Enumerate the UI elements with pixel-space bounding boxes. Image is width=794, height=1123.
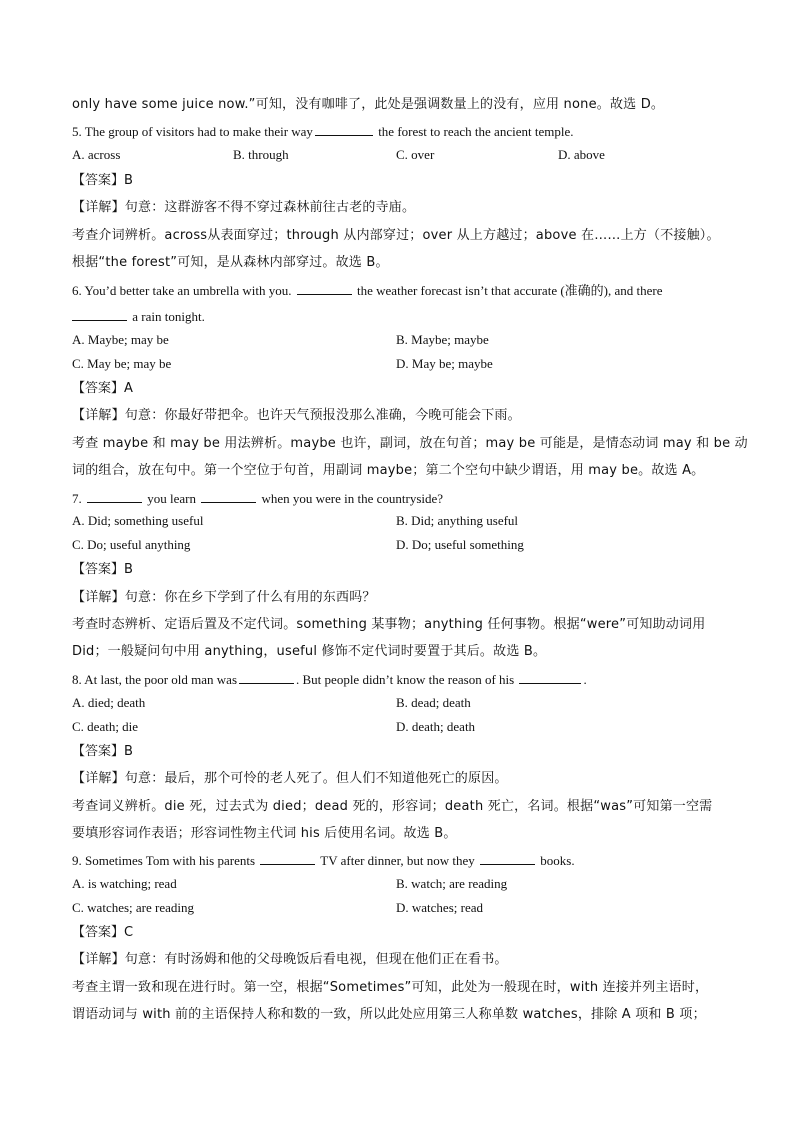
option-c: C. Do; useful anything bbox=[72, 537, 191, 552]
question-7 bbox=[72, 490, 443, 507]
explanation-line: 【详解】句意：最后，那个可怜的老人死了。但人们不知道他死亡的原因。 bbox=[72, 771, 508, 786]
explanation-line: 【详解】句意：你最好带把伞。也许天气预报没那么准确，今晚可能会下雨。 bbox=[72, 408, 521, 423]
question-text: . But people didn’t know the reason of his bbox=[296, 672, 515, 687]
question-text: the weather forecast isn’t that accurate (准确的), and there bbox=[353, 283, 663, 298]
option-a: A. Did; something useful bbox=[72, 513, 204, 528]
answer-label: 【答案】A bbox=[72, 381, 133, 396]
option-b: B. Did; anything useful bbox=[396, 513, 519, 528]
question-5 bbox=[72, 123, 573, 140]
question-text: 5. The group of visitors had to make their way bbox=[72, 124, 313, 139]
question-text: the forest to reach the ancient temple. bbox=[374, 124, 574, 139]
answer-blank bbox=[72, 308, 127, 321]
answer-blank bbox=[297, 282, 352, 295]
question-text: 8. At last, the poor old man was bbox=[72, 672, 238, 687]
explanation-line: 【详解】句意：有时汤姆和他的父母晚饭后看电视，但现在他们正在看书。 bbox=[72, 952, 508, 967]
option-a: A. died; death bbox=[72, 695, 146, 710]
explanation-line: 要填形容词作表语；形容词性物主代词 his 后使用名词。故选 B。 bbox=[72, 826, 457, 841]
option-b: B. Maybe; maybe bbox=[396, 332, 489, 347]
option-c: C. May be; may be bbox=[72, 356, 172, 371]
question-6 bbox=[72, 282, 663, 299]
option-a: A. Maybe; may be bbox=[72, 332, 169, 347]
answer-label: 【答案】B bbox=[72, 744, 133, 759]
question-text: 7. bbox=[72, 491, 82, 506]
option-d: D. watches; read bbox=[396, 900, 483, 915]
explanation-line: 考查时态辨析、定语后置及不定代词。something 某事物；anything 任何事物。根据“were”可知助动词用 bbox=[72, 617, 706, 632]
question-text: TV after dinner, but now they bbox=[317, 853, 475, 868]
option-a: A. is watching; read bbox=[72, 876, 177, 891]
option-b: B. through bbox=[233, 147, 289, 162]
explanation-line: Did；一般疑问句中用 anything，useful 修饰不定代词时要置于其后。故选 B。 bbox=[72, 644, 547, 659]
option-d: D. death; death bbox=[396, 719, 476, 734]
explanation-line: 谓语动词与 with 前的主语保持人称和数的一致，所以此处应用第三人称单数 watches，排除 A 项和 B 项； bbox=[72, 1007, 706, 1022]
option-d: D. above bbox=[558, 147, 605, 162]
answer-blank bbox=[480, 852, 535, 865]
question-text: 9. Sometimes Tom with his parents bbox=[72, 853, 256, 868]
answer-blank bbox=[315, 123, 373, 136]
question-8 bbox=[72, 671, 587, 688]
option-d: D. Do; useful something bbox=[396, 537, 524, 552]
option-c: C. death; die bbox=[72, 719, 139, 734]
option-d: D. May be; maybe bbox=[396, 356, 493, 371]
answer-label: 【答案】B bbox=[72, 173, 133, 188]
question-text: 6. You’d better take an umbrella with you. bbox=[72, 283, 292, 298]
question-text: you learn bbox=[144, 491, 196, 506]
explanation-line: 【详解】句意：这群游客不得不穿过森林前往古老的寺庙。 bbox=[72, 200, 416, 215]
answer-blank bbox=[519, 671, 581, 684]
option-b: B. dead; death bbox=[396, 695, 471, 710]
question-text: a rain tonight. bbox=[129, 309, 205, 324]
option-a: A. across bbox=[72, 147, 121, 162]
answer-label: 【答案】C bbox=[72, 925, 134, 940]
option-c: C. over bbox=[396, 147, 435, 162]
explanation-line: 考查主谓一致和现在进行时。第一空，根据“Sometimes”可知，此处为一般现在时，with 连接并列主语时， bbox=[72, 980, 709, 995]
option-b: B. watch; are reading bbox=[396, 876, 508, 891]
explanation-line: 考查词义辨析。die 死，过去式为 died；dead 死的，形容词；death 死亡，名词。根据“was”可知第一空需 bbox=[72, 799, 713, 814]
explanation-line: 根据“the forest”可知，是从森林内部穿过。故选 B。 bbox=[72, 255, 389, 270]
question-text: books. bbox=[537, 853, 575, 868]
question-text: when you were in the countryside? bbox=[258, 491, 444, 506]
explanation-line: only have some juice now.”可知，没有咖啡了，此处是强调数量上的没有，应用 none。故选 D。 bbox=[72, 97, 665, 112]
question-6-cont bbox=[72, 308, 205, 325]
answer-blank bbox=[239, 671, 294, 684]
answer-blank bbox=[260, 852, 315, 865]
option-c: C. watches; are reading bbox=[72, 900, 195, 915]
answer-label: 【答案】B bbox=[72, 562, 133, 577]
explanation-line: 考查 maybe 和 may be 用法辨析。maybe 也许，副词，放在句首；may be 可能是，是情态动词 may 和 be 动 bbox=[72, 436, 748, 451]
answer-blank bbox=[201, 490, 256, 503]
explanation-line: 【详解】句意：你在乡下学到了什么有用的东西吗？ bbox=[72, 590, 376, 605]
explanation-line: 词的组合，放在句中。第一个空位于句首，用副词 maybe；第二个空句中缺少谓语，用 may be。故选 A。 bbox=[72, 463, 705, 478]
question-9 bbox=[72, 852, 575, 869]
explanation-line: 考查介词辨析。across从表面穿过；through 从内部穿过；over 从上方越过；above 在……上方（不接触）。 bbox=[72, 228, 720, 243]
answer-blank bbox=[87, 490, 142, 503]
question-text: . bbox=[583, 672, 587, 687]
